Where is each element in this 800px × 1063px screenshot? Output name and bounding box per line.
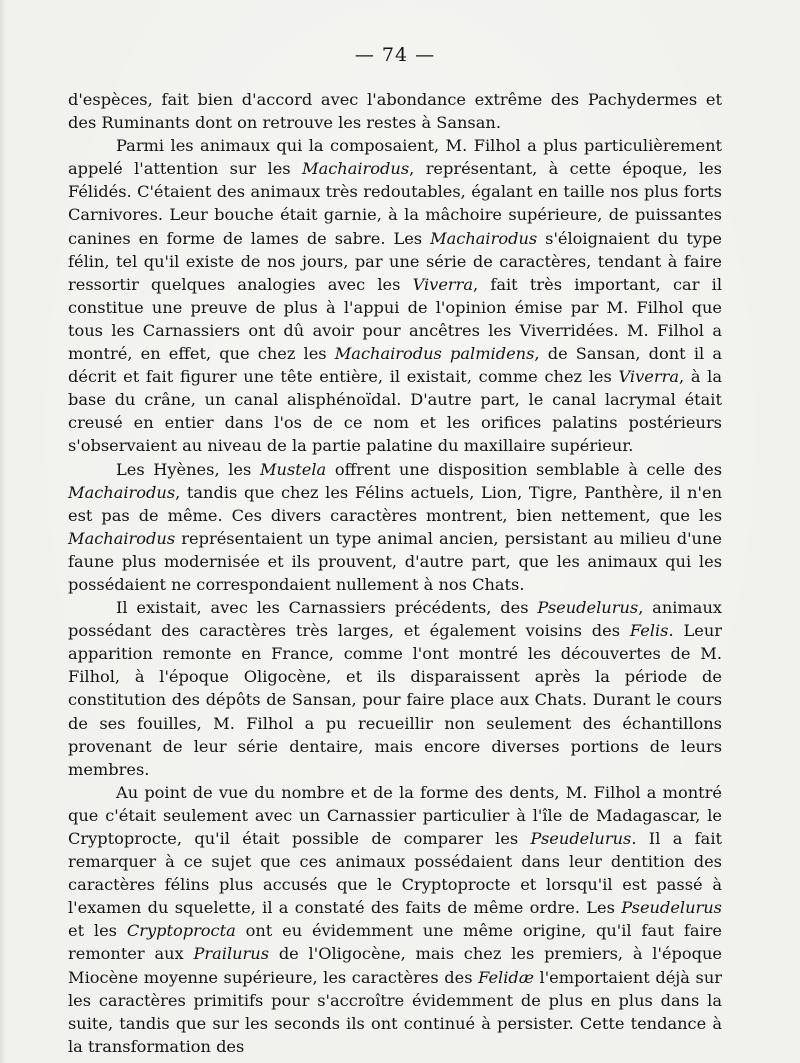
paragraph-2 [68,134,722,457]
italic-term: Pseudelurus [621,898,722,918]
italic-term: Pseudelurus [530,829,632,848]
text-run: s'éloignaient du type félin, tel qu'il existe de nos jours, par une série de caractères, tendant à faire ressortir quelques analogies avec les [68,228,722,294]
italic-term: Viverra [412,274,474,294]
italic-term: Machairodus [302,159,410,179]
text-run: et les [68,921,127,941]
text-run: , tandis que chez les Félins actuels, Lion, Tigre, Panthère, il n'en est pas de même. Ces divers caractères montrent, bien nettement, que les [68,482,722,525]
text-run: , de Sansan, dont il a décrit et fait figurer une tête entière, il existait, comme chez les [68,344,722,387]
paragraph-4 [68,596,722,781]
text-run: , animaux possédant des caractères très larges, et également voisins des [68,598,722,641]
italic-term: Prailurus [193,944,270,964]
paragraph-1 [68,88,722,134]
italic-term: Machairodus [430,228,538,248]
text-run: , représentant, à cette époque, les Félidés. C'étaient des animaux très redoutables, égalant en taille nos plus forts Carnivores. Leur bouche était garnie, à la mâchoire supérieure, de puissantes canines en forme de lames de sabre. Les [68,159,722,248]
italic-term: Machairodus [68,528,176,548]
text-run: Parmi les animaux qui la composaient, M. Filhol a plus particulièrement appelé l'attention sur les [68,136,722,179]
text-run: Il existait, avec les Carnassiers précédents, des [116,598,538,618]
text-run: offrent une disposition semblable à celle des [326,459,723,479]
paragraph-5 [68,781,722,1058]
text-run: l'emportaient déjà sur les caractères primitifs pour s'accroître évidemment de plus en plus dans la suite, tandis que sur les seconds ils ont continué à persister. Cette tendance à la transformation des [68,967,722,1056]
italic-term: Cryptoprocta [126,921,236,941]
italic-term: Mustela [259,459,327,479]
italic-term: Pseudelurus [537,598,639,618]
italic-term: Felis [629,621,669,641]
text-run: Les Hyènes, les [116,459,260,479]
text-run: . Leur apparition remonte en France, comme l'ont montré les découvertes de M. Filhol, à l'époque Oligocène, et ils disparaissent après la période de constitution des dépôts de Sansan, pour faire place aux Chats. Durant le cours de ses fouilles, M. Filhol a pu recueillir non seulement des échantillons provenant de leur série dentaire, mais encore diverses portions de leurs membres. [68,621,722,779]
text-run: ont eu évidemment une même origine, qu'il faut faire remonter aux [68,921,722,964]
text-run: de l'Oligocène, mais chez les premiers, à l'époque Miocène moyenne supérieure, les caractères des [68,944,722,987]
body-text [68,88,722,1058]
text-run: Au point de vue du nombre et de la forme des dents, M. Filhol a montré que c'était seulement avec un Carnassier particulier à l'île de Madagascar, le Cryptoprocte, qu'il était possible de comparer les [68,782,722,848]
italic-term: Felidæ [478,967,534,987]
page-number: — 74 — [354,44,436,66]
text-run: représentaient un type animal ancien, persistant au milieu d'une faune plus modernisée et ils prouvent, d'autre part, que les animaux qui les possédaient ne correspondaient nullement à nos Chats. [68,528,722,594]
text-run: , à la base du crâne, un canal alisphénoïdal. D'autre part, le canal lacrymal était creusé en entier dans l'os de ce nom et les orifices palatins postérieurs s'observaient au niveau de la partie palatine du maxillaire supérieur. [68,367,722,456]
page-edge-shadow [0,0,6,1063]
text-run: , fait très important, car il constitue une preuve de plus à l'appui de l'opinion émise par M. Filhol que tous les Carnassiers ont dû avoir pour ancêtres les Viverridées. M. Filhol a montré, en effet, que chez les [68,274,722,364]
text-run: . Il a fait remarquer à ce sujet que ces animaux possédaient dans leur dentition des caractères félins plus accusés que le Cryptoprocte et lorsqu'il est passé à l'examen du squelette, il a constaté des faits de même ordre. Les [68,829,722,918]
italic-term: Viverra [618,367,679,387]
italic-term: Machairodus [68,482,176,502]
paragraph-3 [68,458,722,597]
text-run: d'espèces, fait bien d'accord avec l'abondance extrême des Pachydermes et des Ruminants dont on retrouve les restes à Sansan. [68,90,722,133]
italic-term: Machairodus palmidens [334,344,535,364]
